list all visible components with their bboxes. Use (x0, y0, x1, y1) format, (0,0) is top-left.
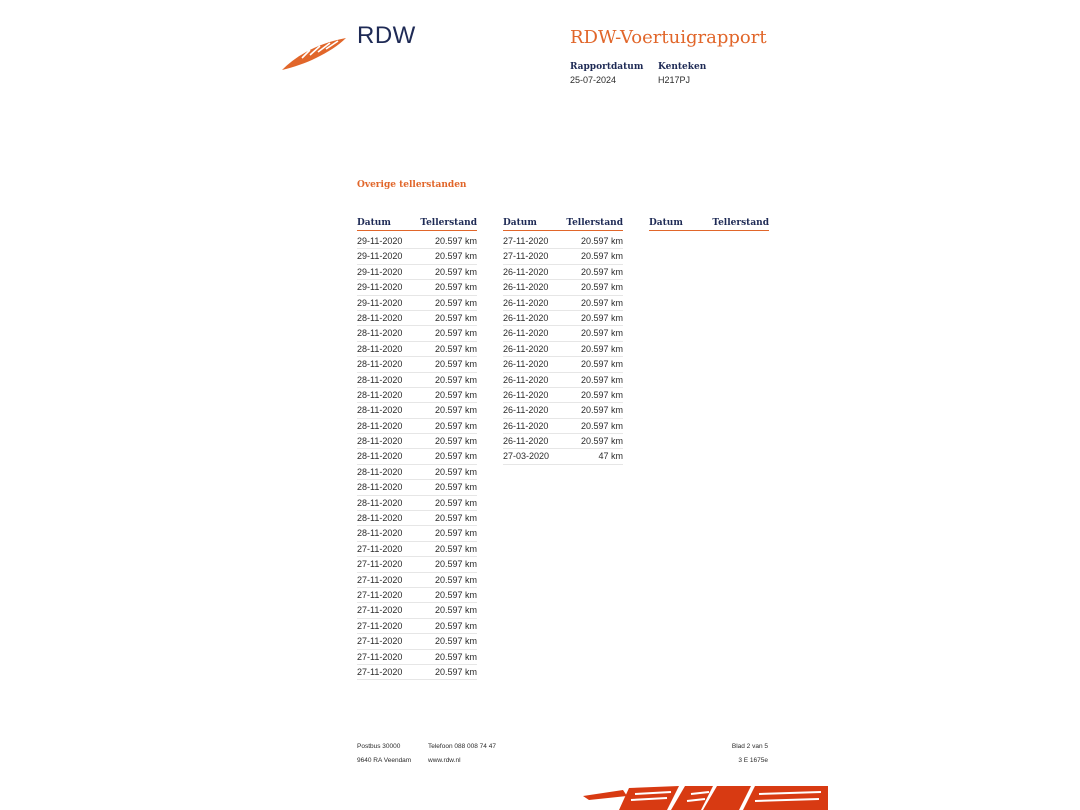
row-date: 26-11-2020 (503, 359, 549, 370)
logo-text: RDW (357, 22, 416, 49)
row-date: 28-11-2020 (357, 312, 403, 323)
rdw-feather-logo-icon (280, 36, 350, 74)
row-date: 28-11-2020 (357, 436, 403, 447)
row-date: 29-11-2020 (357, 282, 403, 293)
row-date: 27-11-2020 (357, 605, 403, 616)
row-odometer-value: 20.597 km (580, 328, 623, 339)
table-row (503, 403, 623, 418)
table-row (357, 542, 477, 557)
odometer-column-1 (357, 218, 477, 680)
row-date: 27-03-2020 (503, 451, 550, 462)
document-code: 3 E 1675e (738, 757, 768, 764)
table-row (503, 326, 623, 341)
row-odometer-value: 20.597 km (580, 312, 623, 323)
column-header (649, 218, 769, 231)
table-row (357, 373, 477, 388)
odometer-rows (503, 234, 623, 465)
table-row (357, 449, 477, 464)
footer-contact (428, 740, 496, 768)
row-date: 26-11-2020 (503, 297, 549, 308)
table-row (357, 603, 477, 618)
row-date: 28-11-2020 (357, 328, 403, 339)
table-row (357, 265, 477, 280)
row-date: 28-11-2020 (357, 497, 403, 508)
section-title: Overige tellerstanden (357, 180, 467, 190)
row-odometer-value: 20.597 km (580, 436, 623, 447)
row-odometer-value: 47 km (598, 451, 623, 462)
row-date: 27-11-2020 (357, 574, 403, 585)
table-row (503, 265, 623, 280)
footer-website-link[interactable]: www.rdw.nl (428, 757, 461, 764)
table-row (357, 342, 477, 357)
row-date: 28-11-2020 (357, 482, 403, 493)
row-odometer-value: 20.597 km (434, 497, 477, 508)
row-date: 26-11-2020 (503, 374, 549, 385)
table-row (357, 619, 477, 634)
row-date: 28-11-2020 (357, 405, 403, 416)
table-row (357, 511, 477, 526)
table-row (503, 249, 623, 264)
datum-header: Datum (503, 218, 537, 228)
row-odometer-value: 20.597 km (434, 436, 477, 447)
row-odometer-value: 20.597 km (434, 559, 477, 570)
table-row (357, 480, 477, 495)
table-row (357, 280, 477, 295)
row-odometer-value: 20.597 km (434, 513, 477, 524)
row-odometer-value: 20.597 km (580, 297, 623, 308)
row-odometer-value: 20.597 km (580, 420, 623, 431)
table-row (503, 311, 623, 326)
row-date: 28-11-2020 (357, 343, 403, 354)
row-date: 28-11-2020 (357, 466, 403, 477)
odometer-column-3 (649, 218, 769, 234)
kenteken-value: H217PJ (658, 75, 691, 85)
row-odometer-value: 20.597 km (434, 374, 477, 385)
table-row (357, 526, 477, 541)
row-odometer-value: 20.597 km (434, 620, 477, 631)
datum-header: Datum (649, 218, 683, 228)
table-row (503, 357, 623, 372)
table-row (503, 342, 623, 357)
row-date: 27-11-2020 (357, 620, 403, 631)
row-date: 28-11-2020 (357, 374, 403, 385)
rapportdatum-block (570, 62, 643, 85)
decorative-stripes-graphic (583, 786, 828, 810)
row-date: 27-11-2020 (357, 589, 403, 600)
page-title: RDW-Voertuigrapport (570, 27, 767, 48)
table-row (357, 588, 477, 603)
row-date: 28-11-2020 (357, 359, 403, 370)
row-odometer-value: 20.597 km (580, 251, 623, 262)
row-date: 28-11-2020 (357, 389, 403, 400)
table-row (503, 280, 623, 295)
row-date: 27-11-2020 (357, 543, 403, 554)
table-row (503, 434, 623, 449)
table-row (357, 311, 477, 326)
table-row (357, 296, 477, 311)
row-odometer-value: 20.597 km (434, 451, 477, 462)
row-odometer-value: 20.597 km (580, 405, 623, 416)
table-row (357, 496, 477, 511)
row-odometer-value: 20.597 km (580, 282, 623, 293)
footer-postbus: Postbus 30000 (357, 743, 401, 750)
row-odometer-value: 20.597 km (434, 236, 477, 246)
row-date: 27-11-2020 (357, 559, 403, 570)
row-date: 27-11-2020 (357, 651, 403, 662)
table-row (503, 234, 623, 249)
row-odometer-value: 20.597 km (434, 666, 477, 677)
row-odometer-value: 20.597 km (434, 636, 477, 647)
odometer-rows (357, 234, 477, 680)
kenteken-block (658, 62, 706, 85)
row-date: 26-11-2020 (503, 389, 549, 400)
datum-header: Datum (357, 218, 391, 228)
row-odometer-value: 20.597 km (434, 312, 477, 323)
row-odometer-value: 20.597 km (580, 389, 623, 400)
table-row (357, 634, 477, 649)
footer-city: 9640 RA Veendam (357, 757, 412, 764)
row-odometer-value: 20.597 km (434, 266, 477, 277)
row-odometer-value: 20.597 km (434, 528, 477, 539)
tellerstand-header: Tellerstand (420, 218, 477, 228)
kenteken-label: Kenteken (658, 62, 707, 72)
row-date: 26-11-2020 (503, 328, 549, 339)
row-date: 28-11-2020 (357, 420, 403, 431)
row-odometer-value: 20.597 km (434, 574, 477, 585)
row-date: 29-11-2020 (357, 251, 403, 262)
tellerstand-header: Tellerstand (566, 218, 623, 228)
row-date: 28-11-2020 (357, 451, 403, 462)
row-odometer-value: 20.597 km (434, 420, 477, 431)
footer-phone: Telefoon 088 008 74 47 (428, 743, 496, 750)
table-row (357, 465, 477, 480)
odometer-column-2 (503, 218, 623, 465)
row-date: 26-11-2020 (503, 312, 549, 323)
footer-address (357, 740, 411, 768)
table-row (357, 573, 477, 588)
table-row (503, 449, 623, 464)
tellerstand-header: Tellerstand (712, 218, 769, 228)
row-odometer-value: 20.597 km (434, 651, 477, 662)
table-row (503, 296, 623, 311)
row-date: 26-11-2020 (503, 436, 549, 447)
page-number: Blad 2 van 5 (731, 743, 768, 750)
row-odometer-value: 20.597 km (434, 543, 477, 554)
row-odometer-value: 20.597 km (434, 359, 477, 370)
row-odometer-value: 20.597 km (580, 374, 623, 385)
row-date: 28-11-2020 (357, 528, 403, 539)
table-row (357, 403, 477, 418)
table-row (357, 557, 477, 572)
row-odometer-value: 20.597 km (434, 328, 477, 339)
row-odometer-value: 20.597 km (580, 266, 623, 277)
table-row (357, 326, 477, 341)
row-odometer-value: 20.597 km (434, 405, 477, 416)
column-header (357, 218, 477, 231)
row-odometer-value: 20.597 km (434, 466, 477, 477)
row-odometer-value: 20.597 km (580, 236, 623, 246)
table-row (357, 434, 477, 449)
column-header (503, 218, 623, 231)
row-date: 26-11-2020 (503, 343, 549, 354)
row-date: 29-11-2020 (357, 266, 403, 277)
table-row (503, 419, 623, 434)
row-odometer-value: 20.597 km (434, 482, 477, 493)
table-row (357, 388, 477, 403)
table-row (357, 249, 477, 264)
row-odometer-value: 20.597 km (434, 605, 477, 616)
row-date: 29-11-2020 (357, 236, 403, 246)
row-date: 26-11-2020 (503, 266, 549, 277)
row-odometer-value: 20.597 km (434, 389, 477, 400)
row-odometer-value: 20.597 km (580, 359, 623, 370)
row-date: 27-11-2020 (503, 251, 549, 262)
row-date: 29-11-2020 (357, 297, 403, 308)
table-row (357, 357, 477, 372)
row-odometer-value: 20.597 km (434, 282, 477, 293)
row-odometer-value: 20.597 km (434, 589, 477, 600)
row-date: 26-11-2020 (503, 420, 549, 431)
row-odometer-value: 20.597 km (434, 343, 477, 354)
table-row (357, 650, 477, 665)
row-date: 26-11-2020 (503, 282, 549, 293)
rapportdatum-value: 25-07-2024 (570, 75, 617, 85)
row-odometer-value: 20.597 km (434, 251, 477, 262)
table-row (503, 388, 623, 403)
row-date: 27-11-2020 (357, 666, 403, 677)
table-row (357, 665, 477, 680)
row-date: 27-11-2020 (357, 636, 403, 647)
row-odometer-value: 20.597 km (580, 343, 623, 354)
rapportdatum-label: Rapportdatum (570, 62, 644, 72)
table-row (357, 419, 477, 434)
row-odometer-value: 20.597 km (434, 297, 477, 308)
table-row (357, 234, 477, 249)
row-date: 26-11-2020 (503, 405, 549, 416)
footer-page-info (700, 740, 768, 768)
row-date: 27-11-2020 (503, 236, 549, 246)
row-date: 28-11-2020 (357, 513, 403, 524)
table-row (503, 373, 623, 388)
